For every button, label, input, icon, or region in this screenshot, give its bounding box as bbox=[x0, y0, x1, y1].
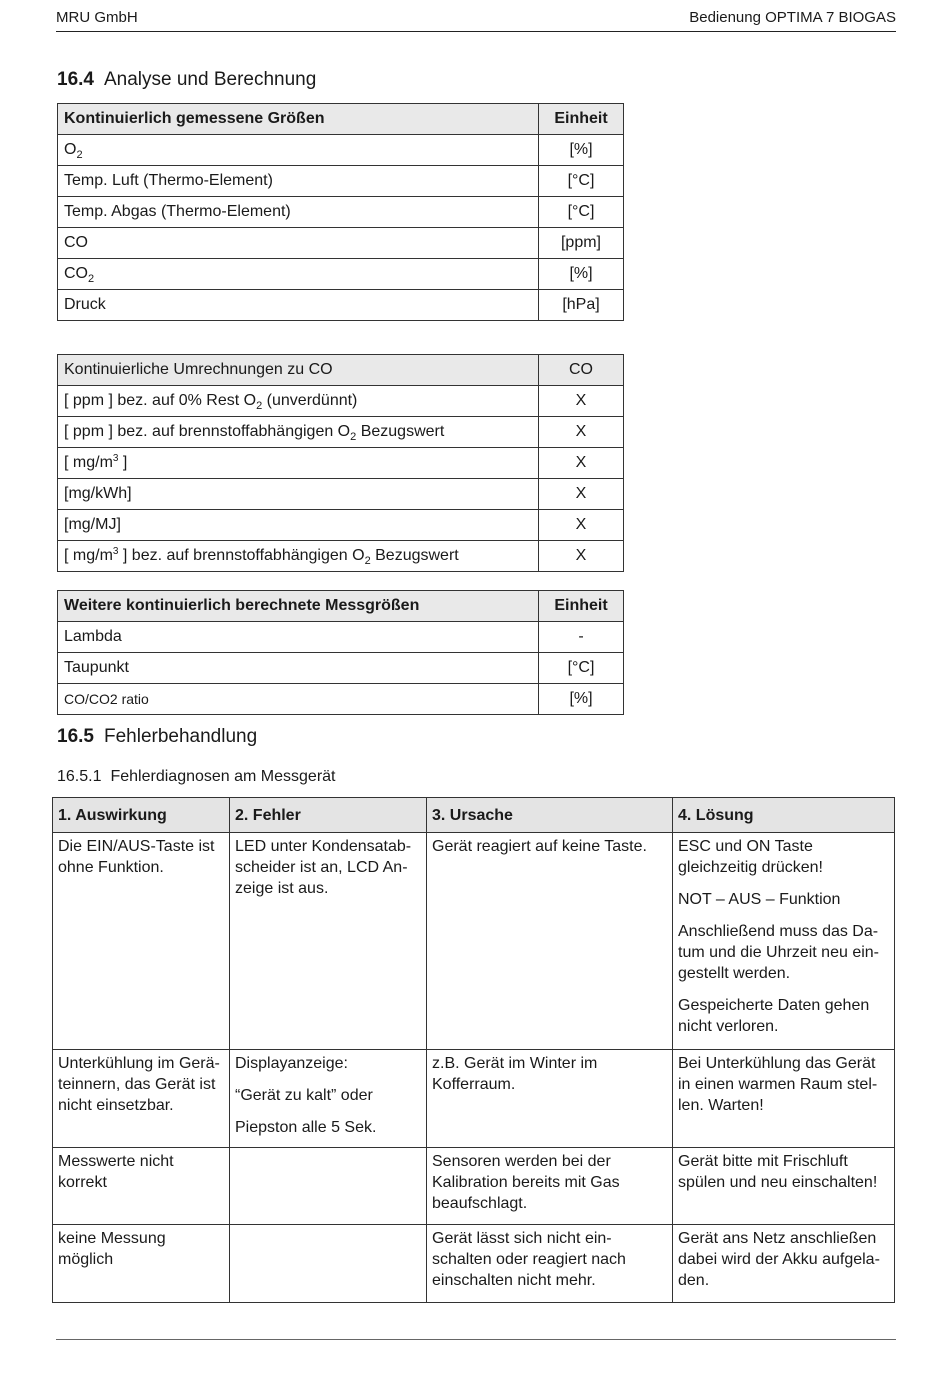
measured-values-table bbox=[57, 103, 624, 321]
table-row bbox=[58, 290, 624, 321]
unit-cell: [°C] bbox=[539, 197, 624, 228]
table-row bbox=[53, 1148, 895, 1225]
column-header: 4. Lösung bbox=[673, 798, 895, 833]
effect-cell: keine Messung möglich bbox=[53, 1225, 230, 1303]
section-heading-16-5 bbox=[57, 726, 257, 748]
unit-cell: [°C] bbox=[539, 166, 624, 197]
table-header-row bbox=[58, 591, 624, 622]
table-header-row bbox=[58, 355, 624, 386]
section-number: 16.4 bbox=[57, 69, 94, 90]
unit-cell: [hPa] bbox=[539, 290, 624, 321]
company-name: MRU GmbH bbox=[56, 9, 138, 26]
quantity-cell: $O_2$ bbox=[58, 135, 539, 166]
mark-cell: X bbox=[539, 386, 624, 417]
conversion-cell: [ ppm ] bez. auf 0% Rest $O_2$ (unverdünnt) bbox=[58, 386, 539, 417]
solution-cell: Gerät ans Netz anschließen dabei wird der Akku aufgela-den. bbox=[673, 1225, 895, 1303]
mark-cell: X bbox=[539, 510, 624, 541]
quantity-cell: Druck bbox=[58, 290, 539, 321]
column-header: Kontinuierliche Umrechnungen zu CO bbox=[58, 355, 539, 386]
calculated-values-table bbox=[57, 590, 624, 715]
footer-rule bbox=[56, 1339, 896, 1340]
error-diagnosis-table bbox=[52, 797, 895, 1303]
quantity-cell: Taupunkt bbox=[58, 653, 539, 684]
cause-cell: Gerät reagiert auf keine Taste. bbox=[427, 833, 673, 1050]
fault-cell: LED unter Kondensatab-scheider ist an, LCD An-zeige ist aus. bbox=[230, 833, 427, 1050]
table-row bbox=[58, 228, 624, 259]
column-header: Weitere kontinuierlich berechnete Messgrößen bbox=[58, 591, 539, 622]
fault-cell bbox=[230, 1225, 427, 1303]
section-number: 16.5 bbox=[57, 726, 94, 747]
effect-cell: Die EIN/AUS-Taste ist ohne Funktion. bbox=[53, 833, 230, 1050]
quantity-cell: CO/CO2 ratio bbox=[58, 684, 539, 715]
subsection-title: Fehlerdiagnosen am Messgerät bbox=[110, 768, 336, 785]
effect-cell: Unterkühlung im Gerä-teinnern, das Gerät ist nicht einsetzbar. bbox=[53, 1050, 230, 1148]
cause-cell: z.B. Gerät im Winter im Kofferraum. bbox=[427, 1050, 673, 1148]
mark-cell: X bbox=[539, 417, 624, 448]
table-header-row bbox=[53, 798, 895, 833]
solution-cell: Gerät bitte mit Frischluft spülen und neu einschalten! bbox=[673, 1148, 895, 1225]
table-row bbox=[53, 1050, 895, 1148]
table-row bbox=[58, 448, 624, 479]
table-row bbox=[58, 259, 624, 290]
unit-cell: - bbox=[539, 622, 624, 653]
mark-cell: X bbox=[539, 479, 624, 510]
fault-cell bbox=[230, 1148, 427, 1225]
quantity-cell: Temp. Abgas (Thermo-Element) bbox=[58, 197, 539, 228]
quantity-cell: $CO_2$ bbox=[58, 259, 539, 290]
section-title: Analyse und Berechnung bbox=[103, 69, 317, 90]
mark-cell: X bbox=[539, 541, 624, 572]
conversion-cell: [ ppm ] bez. auf brennstoffabhängigen $O_2$ Bezugswert bbox=[58, 417, 539, 448]
column-header: CO bbox=[539, 355, 624, 386]
unit-cell: [%] bbox=[539, 135, 624, 166]
table-row bbox=[53, 1225, 895, 1303]
table-row bbox=[58, 653, 624, 684]
quantity-cell: Lambda bbox=[58, 622, 539, 653]
quantity-cell: CO bbox=[58, 228, 539, 259]
co-conversions-table bbox=[57, 354, 624, 572]
column-header: 3. Ursache bbox=[427, 798, 673, 833]
quantity-cell: Temp. Luft (Thermo-Element) bbox=[58, 166, 539, 197]
unit-cell: [%] bbox=[539, 259, 624, 290]
table-row bbox=[58, 684, 624, 715]
effect-cell: Messwerte nicht korrekt bbox=[53, 1148, 230, 1225]
solution-cell: Bei Unterkühlung das Gerät in einen warmen Raum stel-len. Warten! bbox=[673, 1050, 895, 1148]
table-row bbox=[58, 386, 624, 417]
table-row bbox=[58, 135, 624, 166]
subsection-number: 16.5.1 bbox=[57, 768, 102, 785]
solution-cell: ESC und ON Taste gleichzeitig drücken! NOT – AUS – Funktion Anschließend muss das Da-tum und die Uhrzeit neu ein-gestellt werden. Gespeicherte Daten gehen nicht verloren. bbox=[673, 833, 895, 1050]
table-row bbox=[58, 510, 624, 541]
page-header bbox=[56, 8, 896, 32]
column-header: Einheit bbox=[539, 104, 624, 135]
fault-cell: Displayanzeige: “Gerät zu kalt” oder Piepston alle 5 Sek. bbox=[230, 1050, 427, 1148]
manual-title: Bedienung OPTIMA 7 BIOGAS bbox=[689, 9, 896, 26]
cause-cell: Sensoren werden bei der Kalibration bereits mit Gas beaufschlagt. bbox=[427, 1148, 673, 1225]
section-title: Fehlerbehandlung bbox=[103, 726, 258, 747]
table-row bbox=[58, 197, 624, 228]
table-row bbox=[58, 541, 624, 572]
unit-cell: [ppm] bbox=[539, 228, 624, 259]
column-header: Kontinuierlich gemessene Größen bbox=[58, 104, 539, 135]
table-row bbox=[53, 833, 895, 1050]
unit-cell: [°C] bbox=[539, 653, 624, 684]
column-header: Einheit bbox=[539, 591, 624, 622]
table-row bbox=[58, 479, 624, 510]
column-header: 1. Auswirkung bbox=[53, 798, 230, 833]
cause-cell: Gerät lässt sich nicht ein-schalten oder reagiert nach einschalten nicht mehr. bbox=[427, 1225, 673, 1303]
table-header-row bbox=[58, 104, 624, 135]
column-header: 2. Fehler bbox=[230, 798, 427, 833]
conversion-cell: [ $mg/m^3$ ] bbox=[58, 448, 539, 479]
table-row bbox=[58, 417, 624, 448]
conversion-cell: [mg/MJ] bbox=[58, 510, 539, 541]
section-heading-16-4 bbox=[57, 69, 316, 91]
conversion-cell: [mg/kWh] bbox=[58, 479, 539, 510]
table-row bbox=[58, 166, 624, 197]
subsection-heading-16-5-1 bbox=[57, 768, 336, 786]
table-row bbox=[58, 622, 624, 653]
conversion-cell: [ $mg/m^3$ ] bez. auf brennstoffabhängigen $O_2$ Bezugswert bbox=[58, 541, 539, 572]
mark-cell: X bbox=[539, 448, 624, 479]
unit-cell: [%] bbox=[539, 684, 624, 715]
